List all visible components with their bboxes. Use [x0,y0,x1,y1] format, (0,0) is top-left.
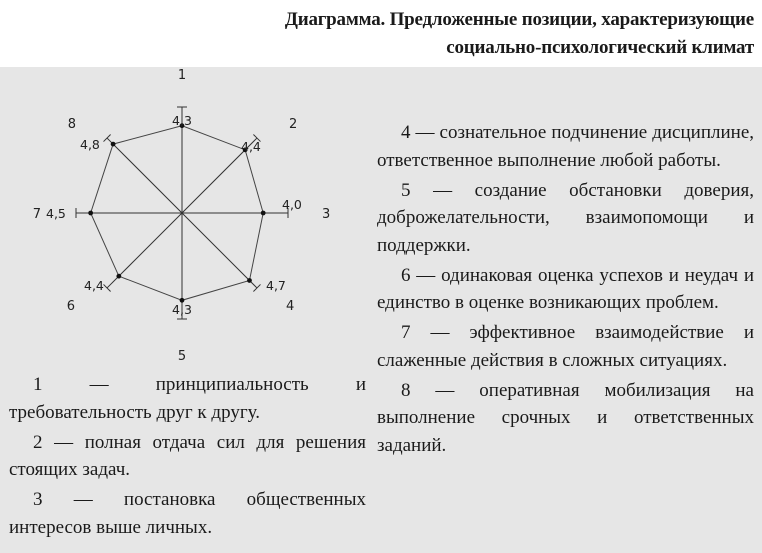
data-point-8 [111,142,116,147]
legend-item-5: 5 — создание обстановки доверия, доброжелательности, взаимопомощи и поддержки. [377,179,754,256]
legend-item-7: 7 — эффективное взаимодействие и слаженные действия в сложных ситуациях. [377,322,754,371]
axis-label-1: 1 [177,68,187,83]
value-label-7: 4,5 [46,206,66,221]
radar-chart [0,67,370,367]
legend-item-1: 1 — принципиальность и требовательность друг к другу. [9,374,366,423]
chart-title [154,6,754,62]
axis-label-4: 4 [286,299,295,314]
axis-label-6: 6 [66,299,75,314]
legend-right-column [377,119,754,462]
legend-item-3: 3 — постановка общественных интересов выше личных. [9,489,366,538]
data-point-3 [261,211,266,216]
data-point-4 [247,278,252,283]
legend-item-6: 6 — одинаковая оценка успехов и неудач и единство в оценке возникающих проблем. [377,264,754,313]
value-label-8: 4,8 [80,137,100,152]
value-label-4: 4,7 [266,278,286,293]
axis-label-3: 3 [322,207,331,222]
value-label-3: 4,0 [282,197,302,212]
value-label-1: 4,3 [172,113,192,128]
legend-item-8: 8 — оперативная мобилизация на выполнение срочных и ответственных заданий. [377,379,754,456]
axis-line-8 [107,138,182,213]
legend-item-4: 4 — сознательное подчинение дисциплине, ответственное выполнение любой работы. [377,122,754,171]
title-line-2: социально-психологический климат [446,37,754,58]
title-line-1: Диаграмма. Предложенные позиции, характеризующие [284,9,754,30]
data-point-7 [88,211,93,216]
value-label-2: 4,4 [241,139,261,154]
axis-label-7: 7 [32,207,41,222]
figure-panel [0,67,762,553]
axis-label-2: 2 [289,117,298,132]
axis-label-8: 8 [67,117,76,132]
axis-line-4 [182,213,257,288]
value-label-5: 4,3 [172,302,192,317]
axis-label-5: 5 [177,349,187,364]
data-point-6 [116,274,121,279]
value-label-6: 4,4 [84,278,104,293]
legend-item-2: 2 — полная отдача сил для решения стоящих задач. [9,431,366,480]
legend-left-column [9,371,366,544]
